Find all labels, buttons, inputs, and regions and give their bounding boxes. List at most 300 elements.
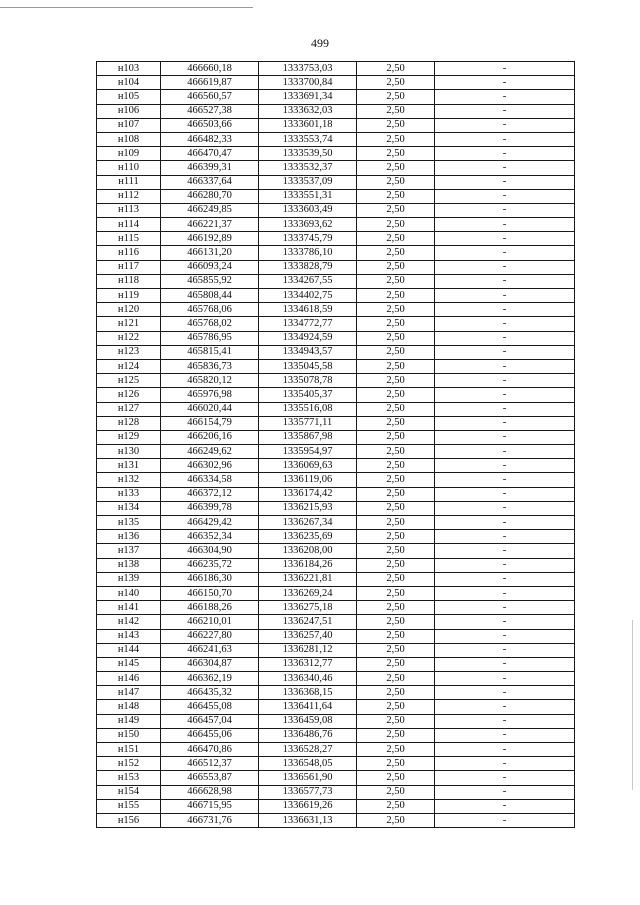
accuracy-cell: 2,50 xyxy=(357,331,435,345)
accuracy-cell: 2,50 xyxy=(357,132,435,146)
description-cell: - xyxy=(435,601,575,615)
description-cell: - xyxy=(435,445,575,459)
x-coordinate-cell: 466302,96 xyxy=(161,459,259,473)
table-row xyxy=(97,445,575,459)
y-coordinate-cell: 1334618,59 xyxy=(259,303,357,317)
y-coordinate-cell: 1333601,18 xyxy=(259,118,357,132)
y-coordinate-cell: 1333539,50 xyxy=(259,147,357,161)
y-coordinate-cell: 1333532,37 xyxy=(259,161,357,175)
table-row xyxy=(97,686,575,700)
table-row xyxy=(97,743,575,757)
accuracy-cell: 2,50 xyxy=(357,743,435,757)
accuracy-cell: 2,50 xyxy=(357,601,435,615)
point-id-cell: н150 xyxy=(97,728,161,742)
table-row xyxy=(97,728,575,742)
coordinates-table-body xyxy=(97,62,575,828)
x-coordinate-cell: 466731,76 xyxy=(161,813,259,827)
table-row xyxy=(97,359,575,373)
accuracy-cell: 2,50 xyxy=(357,785,435,799)
x-coordinate-cell: 466482,33 xyxy=(161,132,259,146)
description-cell: - xyxy=(435,161,575,175)
description-cell: - xyxy=(435,317,575,331)
point-id-cell: н122 xyxy=(97,331,161,345)
description-cell: - xyxy=(435,331,575,345)
point-id-cell: н113 xyxy=(97,203,161,217)
y-coordinate-cell: 1336548,05 xyxy=(259,757,357,771)
y-coordinate-cell: 1336221,81 xyxy=(259,572,357,586)
point-id-cell: н131 xyxy=(97,459,161,473)
y-coordinate-cell: 1333700,84 xyxy=(259,76,357,90)
accuracy-cell: 2,50 xyxy=(357,260,435,274)
point-id-cell: н126 xyxy=(97,388,161,402)
x-coordinate-cell: 466235,72 xyxy=(161,558,259,572)
y-coordinate-cell: 1335045,58 xyxy=(259,359,357,373)
table-row xyxy=(97,572,575,586)
description-cell: - xyxy=(435,345,575,359)
accuracy-cell: 2,50 xyxy=(357,76,435,90)
x-coordinate-cell: 466399,78 xyxy=(161,501,259,515)
point-id-cell: н151 xyxy=(97,743,161,757)
description-cell: - xyxy=(435,672,575,686)
description-cell: - xyxy=(435,62,575,76)
y-coordinate-cell: 1336619,26 xyxy=(259,799,357,813)
description-cell: - xyxy=(435,430,575,444)
description-cell: - xyxy=(435,487,575,501)
x-coordinate-cell: 465976,98 xyxy=(161,388,259,402)
accuracy-cell: 2,50 xyxy=(357,232,435,246)
point-id-cell: н120 xyxy=(97,303,161,317)
y-coordinate-cell: 1335954,97 xyxy=(259,445,357,459)
point-id-cell: н139 xyxy=(97,572,161,586)
accuracy-cell: 2,50 xyxy=(357,416,435,430)
accuracy-cell: 2,50 xyxy=(357,657,435,671)
description-cell: - xyxy=(435,76,575,90)
description-cell: - xyxy=(435,813,575,827)
table-row xyxy=(97,771,575,785)
point-id-cell: н130 xyxy=(97,445,161,459)
x-coordinate-cell: 466188,26 xyxy=(161,601,259,615)
accuracy-cell: 2,50 xyxy=(357,345,435,359)
point-id-cell: н110 xyxy=(97,161,161,175)
description-cell: - xyxy=(435,232,575,246)
point-id-cell: н129 xyxy=(97,430,161,444)
point-id-cell: н155 xyxy=(97,799,161,813)
y-coordinate-cell: 1336267,34 xyxy=(259,516,357,530)
x-coordinate-cell: 465855,92 xyxy=(161,274,259,288)
accuracy-cell: 2,50 xyxy=(357,813,435,827)
accuracy-cell: 2,50 xyxy=(357,161,435,175)
point-id-cell: н112 xyxy=(97,189,161,203)
table-row xyxy=(97,175,575,189)
table-row xyxy=(97,203,575,217)
accuracy-cell: 2,50 xyxy=(357,118,435,132)
description-cell: - xyxy=(435,374,575,388)
y-coordinate-cell: 1333786,10 xyxy=(259,246,357,260)
description-cell: - xyxy=(435,785,575,799)
accuracy-cell: 2,50 xyxy=(357,374,435,388)
accuracy-cell: 2,50 xyxy=(357,615,435,629)
x-coordinate-cell: 466527,38 xyxy=(161,104,259,118)
y-coordinate-cell: 1334402,75 xyxy=(259,289,357,303)
table-row xyxy=(97,147,575,161)
x-coordinate-cell: 466660,18 xyxy=(161,62,259,76)
accuracy-cell: 2,50 xyxy=(357,643,435,657)
accuracy-cell: 2,50 xyxy=(357,147,435,161)
x-coordinate-cell: 466503,66 xyxy=(161,118,259,132)
table-row xyxy=(97,388,575,402)
table-row xyxy=(97,672,575,686)
x-coordinate-cell: 466435,32 xyxy=(161,686,259,700)
x-coordinate-cell: 466619,87 xyxy=(161,76,259,90)
x-coordinate-cell: 465768,02 xyxy=(161,317,259,331)
accuracy-cell: 2,50 xyxy=(357,289,435,303)
table-row xyxy=(97,402,575,416)
description-cell: - xyxy=(435,686,575,700)
point-id-cell: н135 xyxy=(97,516,161,530)
x-coordinate-cell: 466553,87 xyxy=(161,771,259,785)
table-row xyxy=(97,813,575,827)
description-cell: - xyxy=(435,303,575,317)
accuracy-cell: 2,50 xyxy=(357,317,435,331)
description-cell: - xyxy=(435,218,575,232)
point-id-cell: н137 xyxy=(97,544,161,558)
description-cell: - xyxy=(435,771,575,785)
y-coordinate-cell: 1336368,15 xyxy=(259,686,357,700)
point-id-cell: н145 xyxy=(97,657,161,671)
x-coordinate-cell: 466093,24 xyxy=(161,260,259,274)
description-cell: - xyxy=(435,90,575,104)
accuracy-cell: 2,50 xyxy=(357,530,435,544)
point-id-cell: н144 xyxy=(97,643,161,657)
point-id-cell: н108 xyxy=(97,132,161,146)
table-row xyxy=(97,416,575,430)
accuracy-cell: 2,50 xyxy=(357,246,435,260)
point-id-cell: н143 xyxy=(97,629,161,643)
description-cell: - xyxy=(435,189,575,203)
description-cell: - xyxy=(435,246,575,260)
table-row xyxy=(97,104,575,118)
table-row xyxy=(97,544,575,558)
table-row xyxy=(97,331,575,345)
description-cell: - xyxy=(435,274,575,288)
table-row xyxy=(97,530,575,544)
table-row xyxy=(97,700,575,714)
y-coordinate-cell: 1333603,49 xyxy=(259,203,357,217)
description-cell: - xyxy=(435,147,575,161)
accuracy-cell: 2,50 xyxy=(357,445,435,459)
accuracy-cell: 2,50 xyxy=(357,516,435,530)
table-row xyxy=(97,785,575,799)
point-id-cell: н134 xyxy=(97,501,161,515)
point-id-cell: н106 xyxy=(97,104,161,118)
table-row xyxy=(97,90,575,104)
table-row xyxy=(97,374,575,388)
y-coordinate-cell: 1334267,55 xyxy=(259,274,357,288)
table-row xyxy=(97,289,575,303)
accuracy-cell: 2,50 xyxy=(357,799,435,813)
accuracy-cell: 2,50 xyxy=(357,728,435,742)
accuracy-cell: 2,50 xyxy=(357,558,435,572)
y-coordinate-cell: 1333691,34 xyxy=(259,90,357,104)
accuracy-cell: 2,50 xyxy=(357,62,435,76)
y-coordinate-cell: 1336528,27 xyxy=(259,743,357,757)
table-row xyxy=(97,317,575,331)
description-cell: - xyxy=(435,757,575,771)
accuracy-cell: 2,50 xyxy=(357,757,435,771)
y-coordinate-cell: 1335771,11 xyxy=(259,416,357,430)
y-coordinate-cell: 1335405,37 xyxy=(259,388,357,402)
description-cell: - xyxy=(435,175,575,189)
accuracy-cell: 2,50 xyxy=(357,203,435,217)
x-coordinate-cell: 466470,47 xyxy=(161,147,259,161)
table-row xyxy=(97,629,575,643)
point-id-cell: н123 xyxy=(97,345,161,359)
x-coordinate-cell: 466280,70 xyxy=(161,189,259,203)
x-coordinate-cell: 466715,95 xyxy=(161,799,259,813)
description-cell: - xyxy=(435,388,575,402)
point-id-cell: н117 xyxy=(97,260,161,274)
y-coordinate-cell: 1336459,08 xyxy=(259,714,357,728)
table-row xyxy=(97,487,575,501)
x-coordinate-cell: 466150,70 xyxy=(161,586,259,600)
point-id-cell: н147 xyxy=(97,686,161,700)
accuracy-cell: 2,50 xyxy=(357,388,435,402)
scan-edge-mark xyxy=(632,620,633,790)
y-coordinate-cell: 1336486,76 xyxy=(259,728,357,742)
x-coordinate-cell: 465808,44 xyxy=(161,289,259,303)
x-coordinate-cell: 466470,86 xyxy=(161,743,259,757)
table-row xyxy=(97,501,575,515)
accuracy-cell: 2,50 xyxy=(357,714,435,728)
accuracy-cell: 2,50 xyxy=(357,544,435,558)
accuracy-cell: 2,50 xyxy=(357,473,435,487)
point-id-cell: н132 xyxy=(97,473,161,487)
description-cell: - xyxy=(435,416,575,430)
y-coordinate-cell: 1336215,93 xyxy=(259,501,357,515)
description-cell: - xyxy=(435,743,575,757)
table-row xyxy=(97,345,575,359)
accuracy-cell: 2,50 xyxy=(357,189,435,203)
x-coordinate-cell: 466154,79 xyxy=(161,416,259,430)
table-row xyxy=(97,516,575,530)
y-coordinate-cell: 1333553,74 xyxy=(259,132,357,146)
point-id-cell: н109 xyxy=(97,147,161,161)
accuracy-cell: 2,50 xyxy=(357,487,435,501)
point-id-cell: н136 xyxy=(97,530,161,544)
x-coordinate-cell: 466221,37 xyxy=(161,218,259,232)
point-id-cell: н119 xyxy=(97,289,161,303)
description-cell: - xyxy=(435,714,575,728)
x-coordinate-cell: 466560,57 xyxy=(161,90,259,104)
accuracy-cell: 2,50 xyxy=(357,274,435,288)
point-id-cell: н141 xyxy=(97,601,161,615)
x-coordinate-cell: 466210,01 xyxy=(161,615,259,629)
y-coordinate-cell: 1333537,09 xyxy=(259,175,357,189)
x-coordinate-cell: 465820,12 xyxy=(161,374,259,388)
y-coordinate-cell: 1334924,59 xyxy=(259,331,357,345)
y-coordinate-cell: 1334772,77 xyxy=(259,317,357,331)
point-id-cell: н115 xyxy=(97,232,161,246)
coordinates-table xyxy=(96,61,575,828)
table-row xyxy=(97,643,575,657)
x-coordinate-cell: 466337,64 xyxy=(161,175,259,189)
y-coordinate-cell: 1336208,00 xyxy=(259,544,357,558)
x-coordinate-cell: 466020,44 xyxy=(161,402,259,416)
x-coordinate-cell: 466304,90 xyxy=(161,544,259,558)
description-cell: - xyxy=(435,203,575,217)
y-coordinate-cell: 1333693,62 xyxy=(259,218,357,232)
y-coordinate-cell: 1335867,98 xyxy=(259,430,357,444)
y-coordinate-cell: 1336069,63 xyxy=(259,459,357,473)
x-coordinate-cell: 466206,16 xyxy=(161,430,259,444)
accuracy-cell: 2,50 xyxy=(357,586,435,600)
table-row xyxy=(97,657,575,671)
table-row xyxy=(97,62,575,76)
point-id-cell: н105 xyxy=(97,90,161,104)
point-id-cell: н140 xyxy=(97,586,161,600)
accuracy-cell: 2,50 xyxy=(357,629,435,643)
y-coordinate-cell: 1336631,13 xyxy=(259,813,357,827)
point-id-cell: н156 xyxy=(97,813,161,827)
table-row xyxy=(97,218,575,232)
description-cell: - xyxy=(435,473,575,487)
point-id-cell: н121 xyxy=(97,317,161,331)
x-coordinate-cell: 466372,12 xyxy=(161,487,259,501)
accuracy-cell: 2,50 xyxy=(357,700,435,714)
y-coordinate-cell: 1336561,90 xyxy=(259,771,357,785)
accuracy-cell: 2,50 xyxy=(357,501,435,515)
y-coordinate-cell: 1336281,12 xyxy=(259,643,357,657)
table-row xyxy=(97,757,575,771)
x-coordinate-cell: 466399,31 xyxy=(161,161,259,175)
point-id-cell: н142 xyxy=(97,615,161,629)
table-row xyxy=(97,118,575,132)
x-coordinate-cell: 466249,62 xyxy=(161,445,259,459)
table-row xyxy=(97,246,575,260)
table-row xyxy=(97,799,575,813)
description-cell: - xyxy=(435,700,575,714)
description-cell: - xyxy=(435,104,575,118)
description-cell: - xyxy=(435,260,575,274)
point-id-cell: н138 xyxy=(97,558,161,572)
description-cell: - xyxy=(435,799,575,813)
y-coordinate-cell: 1335516,08 xyxy=(259,402,357,416)
table-row xyxy=(97,161,575,175)
y-coordinate-cell: 1336257,40 xyxy=(259,629,357,643)
x-coordinate-cell: 466512,37 xyxy=(161,757,259,771)
y-coordinate-cell: 1333753,03 xyxy=(259,62,357,76)
x-coordinate-cell: 465786,95 xyxy=(161,331,259,345)
accuracy-cell: 2,50 xyxy=(357,218,435,232)
description-cell: - xyxy=(435,615,575,629)
description-cell: - xyxy=(435,558,575,572)
x-coordinate-cell: 466227,80 xyxy=(161,629,259,643)
description-cell: - xyxy=(435,132,575,146)
accuracy-cell: 2,50 xyxy=(357,175,435,189)
accuracy-cell: 2,50 xyxy=(357,104,435,118)
x-coordinate-cell: 465768,06 xyxy=(161,303,259,317)
y-coordinate-cell: 1335078,78 xyxy=(259,374,357,388)
description-cell: - xyxy=(435,501,575,515)
accuracy-cell: 2,50 xyxy=(357,771,435,785)
point-id-cell: н124 xyxy=(97,359,161,373)
table-row xyxy=(97,473,575,487)
point-id-cell: н154 xyxy=(97,785,161,799)
x-coordinate-cell: 466241,63 xyxy=(161,643,259,657)
x-coordinate-cell: 466429,42 xyxy=(161,516,259,530)
scan-top-rule xyxy=(0,7,253,8)
table-row xyxy=(97,601,575,615)
point-id-cell: н107 xyxy=(97,118,161,132)
x-coordinate-cell: 466455,06 xyxy=(161,728,259,742)
y-coordinate-cell: 1336235,69 xyxy=(259,530,357,544)
description-cell: - xyxy=(435,728,575,742)
x-coordinate-cell: 465836,73 xyxy=(161,359,259,373)
point-id-cell: н133 xyxy=(97,487,161,501)
description-cell: - xyxy=(435,289,575,303)
y-coordinate-cell: 1336247,51 xyxy=(259,615,357,629)
x-coordinate-cell: 466249,85 xyxy=(161,203,259,217)
page-number: 499 xyxy=(311,36,329,50)
description-cell: - xyxy=(435,586,575,600)
x-coordinate-cell: 466628,98 xyxy=(161,785,259,799)
accuracy-cell: 2,50 xyxy=(357,672,435,686)
x-coordinate-cell: 466352,34 xyxy=(161,530,259,544)
point-id-cell: н114 xyxy=(97,218,161,232)
accuracy-cell: 2,50 xyxy=(357,359,435,373)
point-id-cell: н103 xyxy=(97,62,161,76)
point-id-cell: н153 xyxy=(97,771,161,785)
description-cell: - xyxy=(435,544,575,558)
point-id-cell: н146 xyxy=(97,672,161,686)
x-coordinate-cell: 466334,58 xyxy=(161,473,259,487)
description-cell: - xyxy=(435,516,575,530)
x-coordinate-cell: 466186,30 xyxy=(161,572,259,586)
table-row xyxy=(97,459,575,473)
table-row xyxy=(97,132,575,146)
x-coordinate-cell: 465815,41 xyxy=(161,345,259,359)
point-id-cell: н104 xyxy=(97,76,161,90)
point-id-cell: н128 xyxy=(97,416,161,430)
point-id-cell: н125 xyxy=(97,374,161,388)
point-id-cell: н149 xyxy=(97,714,161,728)
y-coordinate-cell: 1336184,26 xyxy=(259,558,357,572)
y-coordinate-cell: 1336312,77 xyxy=(259,657,357,671)
y-coordinate-cell: 1336269,24 xyxy=(259,586,357,600)
point-id-cell: н118 xyxy=(97,274,161,288)
point-id-cell: н152 xyxy=(97,757,161,771)
accuracy-cell: 2,50 xyxy=(357,90,435,104)
y-coordinate-cell: 1336411,64 xyxy=(259,700,357,714)
y-coordinate-cell: 1336340,46 xyxy=(259,672,357,686)
x-coordinate-cell: 466131,20 xyxy=(161,246,259,260)
description-cell: - xyxy=(435,530,575,544)
x-coordinate-cell: 466192,89 xyxy=(161,232,259,246)
y-coordinate-cell: 1333632,03 xyxy=(259,104,357,118)
y-coordinate-cell: 1336577,73 xyxy=(259,785,357,799)
x-coordinate-cell: 466455,08 xyxy=(161,700,259,714)
table-row xyxy=(97,615,575,629)
table-row xyxy=(97,303,575,317)
accuracy-cell: 2,50 xyxy=(357,459,435,473)
table-row xyxy=(97,189,575,203)
table-row xyxy=(97,260,575,274)
accuracy-cell: 2,50 xyxy=(357,686,435,700)
table-row xyxy=(97,274,575,288)
table-row xyxy=(97,430,575,444)
description-cell: - xyxy=(435,572,575,586)
y-coordinate-cell: 1333551,31 xyxy=(259,189,357,203)
